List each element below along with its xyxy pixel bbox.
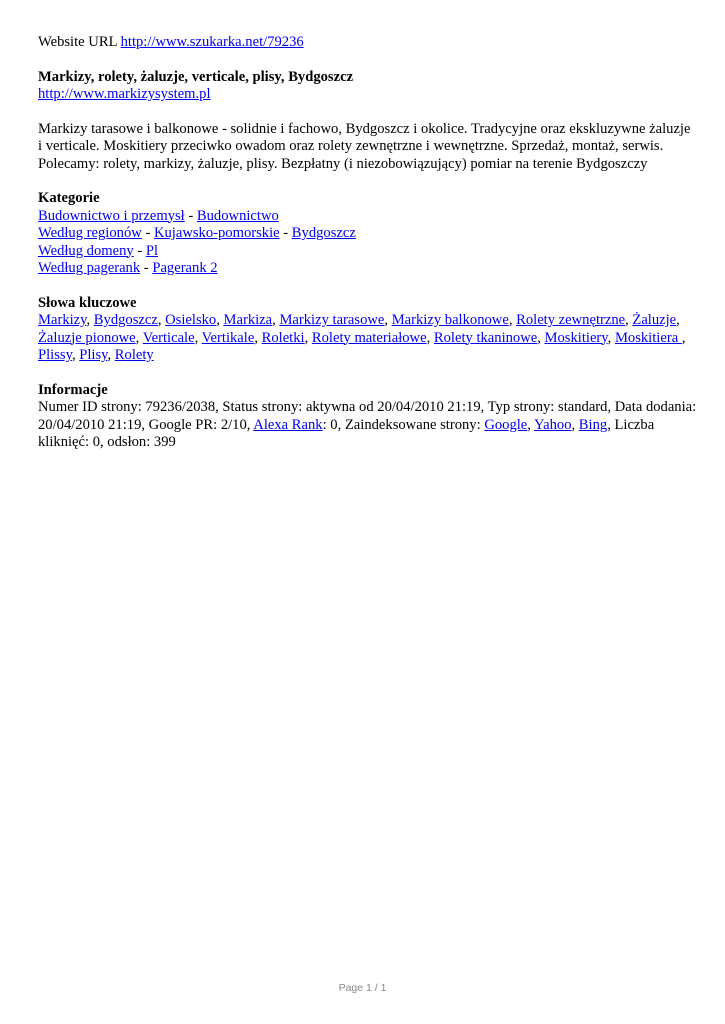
keyword-link[interactable]: Plisy — [79, 347, 108, 363]
keyword-link[interactable]: Bydgoszcz — [93, 312, 158, 328]
category-separator: - — [184, 207, 197, 224]
keyword-link[interactable]: Markiza — [223, 312, 273, 328]
categories-section — [38, 190, 698, 278]
keyword-link[interactable]: Vertikale — [201, 329, 255, 346]
yahoo-link[interactable]: Yahoo — [534, 416, 572, 433]
keyword-link[interactable]: Moskitiera — [614, 329, 682, 346]
keyword-link[interactable]: Rolety zewnętrzne — [516, 312, 626, 328]
keyword-separator: , — [194, 329, 202, 346]
keyword-link[interactable]: Żaluzje pionowe — [38, 329, 136, 346]
keyword-separator: , — [107, 347, 115, 363]
info-text-part: : 0, Zaindeksowane strony: — [322, 416, 485, 433]
bing-link[interactable]: Bing — [578, 416, 608, 433]
category-separator: - — [141, 225, 154, 241]
category-link[interactable]: Budownictwo i przemysł — [38, 207, 185, 224]
category-link[interactable]: Pagerank 2 — [152, 260, 218, 276]
category-row — [38, 243, 698, 261]
website-url-line — [38, 34, 698, 52]
keyword-link[interactable]: Markizy tarasowe — [279, 312, 385, 328]
keyword-link[interactable]: Markizy — [38, 312, 87, 328]
keyword-link[interactable]: Osielsko — [165, 312, 217, 328]
keyword-separator: , — [607, 329, 615, 346]
keyword-separator: , — [135, 329, 143, 346]
keyword-separator: , — [71, 347, 80, 363]
keyword-separator: , — [508, 312, 517, 328]
keyword-separator: , — [157, 312, 166, 328]
category-separator: - — [133, 242, 146, 259]
website-url-link[interactable]: http://www.szukarka.net/79236 — [120, 34, 304, 50]
category-link[interactable]: Bydgoszcz — [291, 225, 356, 241]
category-link[interactable]: Według pagerank — [38, 260, 141, 276]
info-text — [38, 399, 698, 452]
site-url-link[interactable]: http://www.markizysystem.pl — [38, 86, 211, 102]
keywords-section — [38, 295, 698, 365]
comma-separator: , — [527, 416, 535, 433]
keyword-separator: , — [254, 329, 262, 346]
category-row — [38, 260, 698, 278]
category-link[interactable]: Kujawsko-pomorskie — [153, 225, 280, 241]
category-link[interactable]: Według domeny — [38, 242, 134, 259]
category-list — [38, 208, 698, 278]
keyword-link[interactable]: Markizy balkonowe — [391, 312, 509, 328]
keyword-link[interactable]: Rolety — [114, 347, 154, 363]
keyword-link[interactable]: Rolety tkaninowe — [433, 329, 538, 346]
keyword-link[interactable]: Roletki — [261, 329, 305, 346]
keyword-list — [38, 312, 698, 365]
info-heading: Informacje — [38, 381, 108, 398]
info-section — [38, 382, 698, 452]
keyword-separator: , — [625, 312, 633, 328]
site-entry — [38, 69, 698, 104]
keyword-separator: , — [304, 329, 312, 346]
keyword-separator: , — [426, 329, 434, 346]
category-separator: - — [140, 260, 153, 276]
alexa-rank-link[interactable]: Alexa Rank — [253, 416, 323, 433]
keywords-heading: Słowa kluczowe — [38, 294, 137, 311]
keyword-link[interactable]: Żaluzje — [632, 312, 677, 328]
category-link[interactable]: Pl — [145, 242, 159, 259]
categories-heading: Kategorie — [38, 190, 100, 206]
keyword-separator: , — [681, 329, 686, 346]
keyword-separator: , — [216, 312, 224, 328]
keyword-separator: , — [272, 312, 280, 328]
category-separator: - — [279, 225, 292, 241]
page-number: Page 1 / 1 — [338, 982, 387, 994]
keyword-link[interactable]: Verticale — [142, 329, 195, 346]
keyword-link[interactable]: Rolety materiałowe — [311, 329, 427, 346]
keyword-separator: , — [384, 312, 392, 328]
category-link[interactable]: Budownictwo — [196, 207, 279, 224]
keyword-link[interactable]: Plissy — [38, 347, 72, 363]
category-link[interactable]: Według regionów — [38, 225, 142, 241]
info-text-part: Numer ID strony: 79236/2038, Status strony: aktywna od 20/04/2010 21:19, Typ strony: standard, Data dodania: 20/04/2010 21:19, Google PR: 2/10, — [38, 399, 697, 433]
category-row — [38, 225, 698, 243]
website-url-label: Website URL — [38, 34, 117, 50]
google-link[interactable]: Google — [484, 416, 528, 433]
keyword-separator: , — [537, 329, 545, 346]
comma-separator: , — [571, 416, 579, 433]
site-title: Markizy, rolety, żaluzje, verticale, plisy, Bydgoszcz — [38, 68, 354, 85]
info-text-part: , Liczba kliknięć: 0, odsłon: 399 — [38, 416, 655, 450]
document-page — [38, 34, 698, 469]
site-description: Markizy tarasowe i balkonowe - solidnie i fachowo, Bydgoszcz i okolice. Tradycyjne oraz ekskluzywne żaluzje i verticale. Moskitiery przeciwko owadom oraz rolety zewnętrzne i wewnętrzne. Sprzedaż, montaż, serwis. Polecamy: rolety, markizy, żaluzje, plisy. Bezpłatny (i niezobowiązujący) pomiar na terenie Bydgoszczy — [38, 120, 691, 172]
keyword-separator: , — [676, 312, 680, 328]
category-row — [38, 208, 698, 226]
keyword-link[interactable]: Moskitiery — [544, 329, 608, 346]
keyword-separator: , — [86, 312, 94, 328]
